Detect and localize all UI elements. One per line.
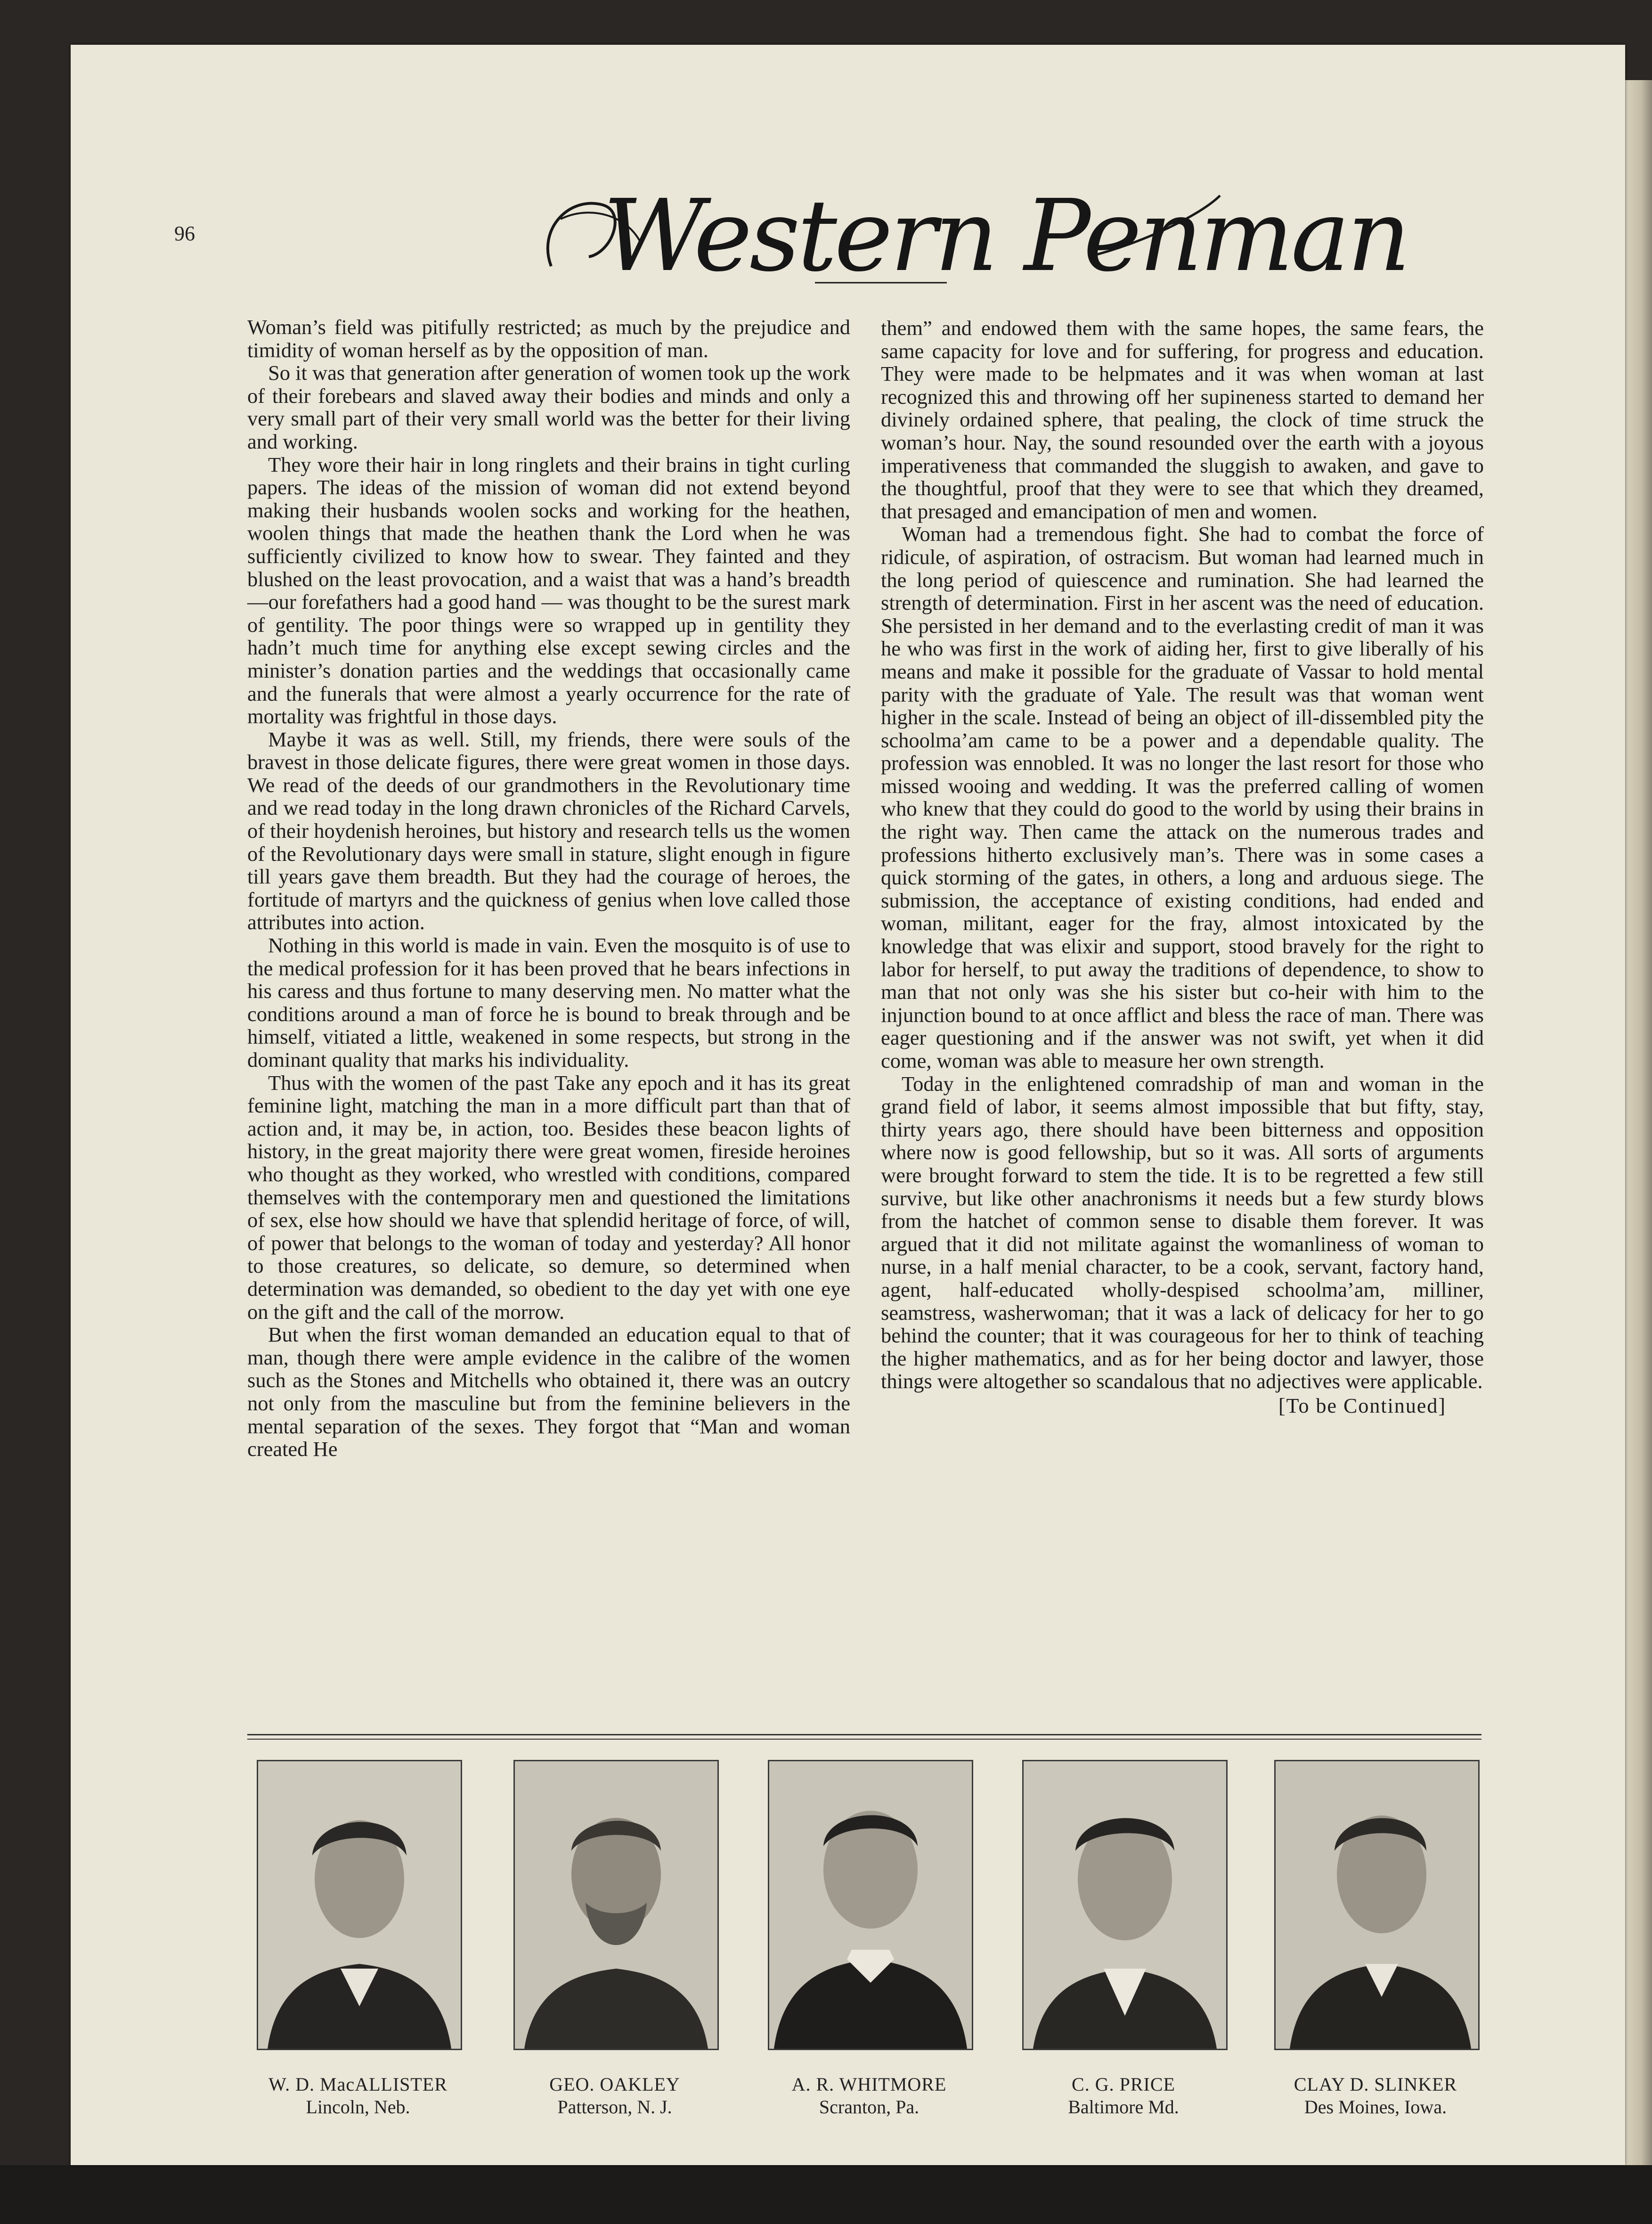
- paragraph: Thus with the women of the past Take any epoch and it has its great feminine light, matching the man in a more difficult part than that of action and, it may be, in action, too. Besides these beacon lights of history, in the great majority there were great women, fireside heroines who thought as they worked, who wrestled with conditions, compared themselves with the contemporary men and questioned the limitations of sex, else how should we have that splendid heritage of force, of will, of power that belongs to the woman of today and yesterday? All honor to those creatures, so delicate, so demure, so determined when determination was demanded, so obedient to the day yet with one eye on the gift and the call of the morrow.: [247, 1071, 850, 1324]
- portrait-place: Scranton, Pa.: [819, 2096, 920, 2118]
- portrait-figure: [515, 1761, 717, 2049]
- masthead-title: Western Penman: [603, 178, 1408, 294]
- portrait-name: CLAY D. SLINKER: [1294, 2074, 1457, 2095]
- portrait-name: GEO. OAKLEY: [549, 2074, 680, 2095]
- paragraph: They wore their hair in long ringlets and their brains in tight curling papers. The ideas of the mission of woman did not extend beyond making their husbands woolen socks and working for the heathen, woolen things that made the heathen thank the Lord when he was sufficiently civilized to know how to swear. They fainted and they blushed on the least provocation, and a waist that was a hand’s breadth—our forefathers had a good hand — was thought to be the surest mark of gentility. The poor things were so wrapped up in gentility they hadn’t much time for anything else except sewing circles and the minister’s donation parties and the weddings that occasionally came and the funerals that were almost a yearly occurrence for the rate of mortality was frightful in those days.: [247, 452, 850, 728]
- portrait-caption: [737, 2073, 1001, 2118]
- paragraph: them” and endowed them with the same hopes, the same fears, the same capacity for love and for suffering, for progress and education. They were made to be helpmates and it was when woman at last recognized this and throwing off her supineness started to demand her divinely ordained sphere, that pealing, the clock of time struck the woman’s hour. Nay, the sound resounded over the earth with a joyous imperativeness that commanded the sluggish to awaken, and gave to the thoughtful, proof that they were to see that which they dreamed, that presaged and emancipation of men and women.: [881, 316, 1484, 523]
- paragraph: Woman had a tremendous fight. She had to combat the force of ridicule, of aspiration, of ostracism. But woman had learned much in the long period of quiescence and rumination. She had learned the strength of determination. First in her ascent was the need of education. She persisted in her demand and to the everlasting credit of man it was he who was first in the work of aiding her, first to give liberally of his means and make it possible for the graduate of Vassar to hold mental parity with the graduate of Yale. The result was that woman went higher in the scale. Instead of being an object of ill-dissembled pity the schoolma’am came to be a power and a dependable quality. The profession was ennobled. It was no longer the last resort for those who missed wooing and wedding. It was the preferred calling of women who knew that they could do good to the world by using their brains in the right way. Then came the attack on the numerous trades and professions hitherto exclusively man’s. There was in some cases a quick storming of the gates, in others, a long and arduous siege. The submission, the acceptance of existing conditions, had ended and woman, militant, eager for the fray, almost intoxicated by the knowledge that was elixir and support, stood bravely for the right to labor for herself, to put away the traditions of dependence, to show to man that not only was she his sister but co-heir with him to the injunction bound to at once afflict and bless the race of man. There was eager questioning and if the answer was not swift, yet when it did come, woman was able to measure her own strength.: [881, 522, 1484, 1072]
- portrait-figure: [769, 1761, 972, 2049]
- portrait-place: Des Moines, Iowa.: [1304, 2096, 1447, 2118]
- paragraph: Maybe it was as well. Still, my friends, there were souls of the bravest in those delicate figures, there were great women in those days. We read of the deeds of our grandmothers in the Revolutionary time and we read today in the long drawn chronicles of the Richard Carvels, of their hoydenish heroines, but history and research tells us the women of the Revolutionary days were small in stature, slight enough in figure till years gave them breadth. But they had the courage of heroes, the fortitude of martyrs and the quickness of genius when love called those attributes into action.: [247, 727, 850, 934]
- paragraph: Woman’s field was pitifully restricted; as much by the prejudice and timidity of woman herself as by the opposition of man.: [247, 315, 850, 362]
- portrait-name: C. G. PRICE: [1072, 2074, 1175, 2095]
- portrait-place: Lincoln, Neb.: [306, 2096, 410, 2118]
- to-be-continued-label: [To be Continued]: [1278, 1394, 1446, 1417]
- paragraph: So it was that generation after generation of women took up the work of their forebears and slaved away their bodies and minds and only a very small part of their very small world was the better for their living and working.: [247, 361, 850, 453]
- portrait-photo: [513, 1760, 719, 2050]
- section-divider-bottom: [247, 1739, 1481, 1740]
- page-number: 96: [174, 222, 195, 245]
- article-left-column: [247, 316, 850, 1710]
- portrait-name: W. D. MacALLISTER: [269, 2074, 448, 2095]
- portrait-place: Baltimore Md.: [1068, 2096, 1179, 2118]
- section-divider-top: [247, 1734, 1481, 1735]
- portrait-place: Patterson, N. J.: [557, 2096, 672, 2118]
- portrait-caption: [1244, 2073, 1507, 2118]
- masthead-logo: [532, 178, 1408, 299]
- article-right-column: [881, 317, 1484, 1711]
- portrait-caption: [992, 2073, 1255, 2118]
- portrait-caption: [226, 2073, 490, 2118]
- portrait-figure: [1024, 1761, 1226, 2049]
- portrait-photo: [1022, 1760, 1228, 2050]
- paragraph: Nothing in this world is made in vain. Even the mosquito is of use to the medical profession for it has been proved that he bears infections in his caress and thus fortune to many deserving men. No matter what the conditions around a man of force he is bound to break through and be himself, vitiated a little, weakened in some respects, but strong in the dominant quality that marks his individuality.: [247, 933, 850, 1071]
- paragraph: But when the first woman demanded an education equal to that of man, though there were ample evidence in the calibre of the women such as the Stones and Mitchells who obtained it, there was an outcry not only from the masculine but from the feminine believers in the mental separation of the sexes. They forgot that “Man and woman created He: [247, 1323, 850, 1461]
- paragraph: Today in the enlightened comradship of man and woman in the grand field of labor, it seems almost impossible that but fifty, stay, thirty years ago, there should have been bitterness and opposition where now is good fellowship, but so it was. All sorts of arguments were brought forward to stem the tide. It is to be regretted a few still survive, but like other anachronisms it needs but a few sturdy blows from the hatchet of common sense to disable them forever. It was argued that it did not militate against the womanliness of woman to nurse, in a half menial character, to be a cook, servant, factory hand, agent, half-educated wholly-despised schoolma’am, milliner, seamstress, washerwoman; that it was a lack of delicacy for her to go behind the counter; that it was courageous for her to think of teaching the higher mathematics, and as for her being doctor and lawyer, those things were altogether so scandalous that no adjectives were applicable.: [881, 1071, 1484, 1393]
- portrait-figure: [1276, 1761, 1478, 2049]
- scan-background-strip: [0, 2165, 1652, 2224]
- portrait-caption: [483, 2073, 747, 2118]
- portrait-figure: [258, 1761, 461, 2049]
- portrait-photo: [257, 1760, 462, 2050]
- portrait-photo: [1274, 1760, 1480, 2050]
- masthead-script-graphic: [532, 178, 1408, 299]
- portrait-name: A. R. WHITMORE: [791, 2074, 947, 2095]
- portrait-photo: [768, 1760, 973, 2050]
- adjacent-page-edge: [1625, 80, 1652, 2172]
